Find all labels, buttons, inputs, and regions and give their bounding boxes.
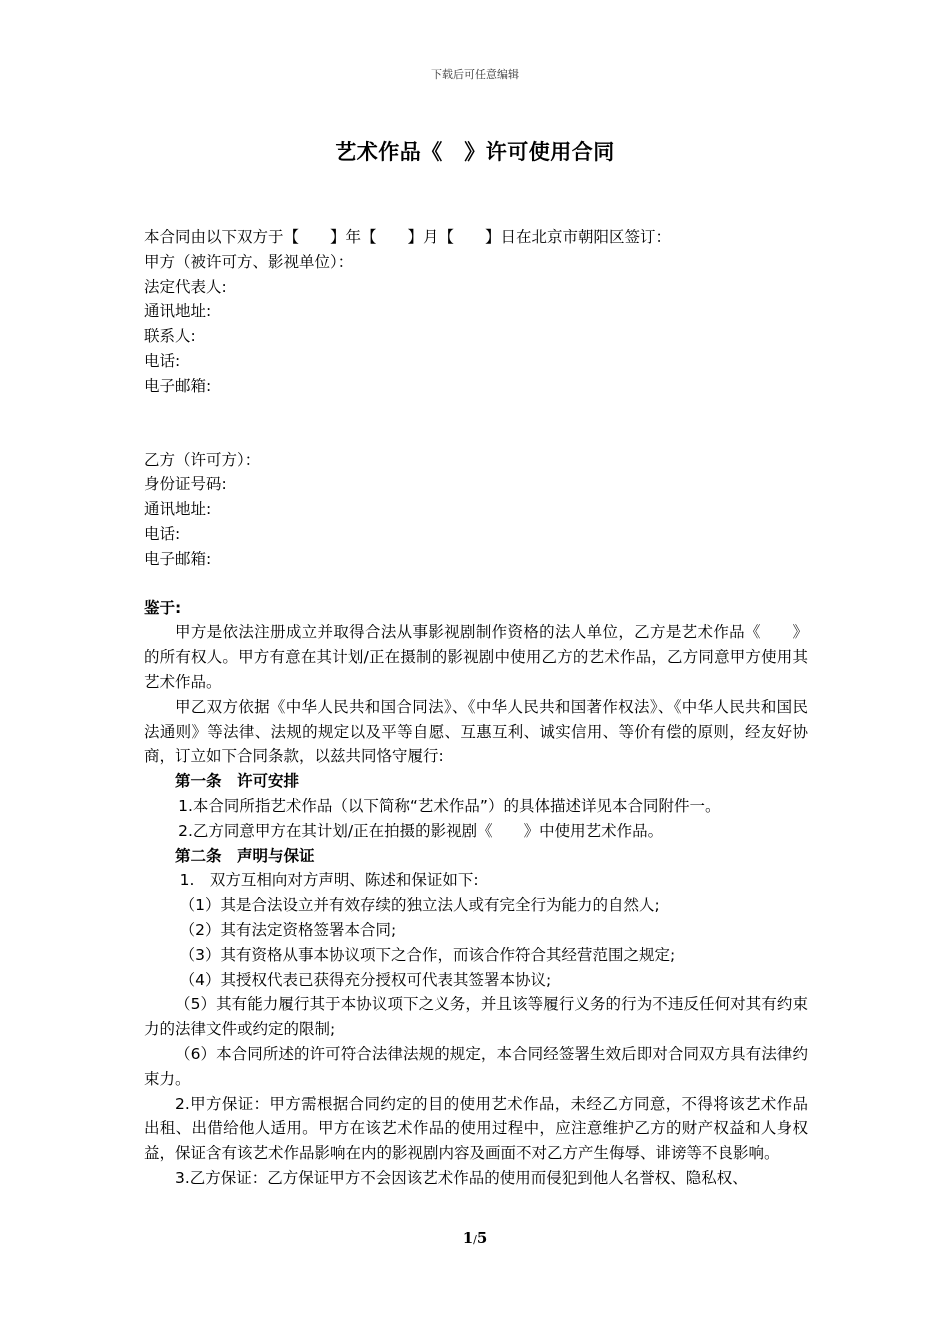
article-2-sub-5: （5）其有能力履行其于本协议项下之义务，并且该等履行义务的行为不违反任何对其有约束力的法律文件或约定的限制; [144, 995, 808, 1039]
page-total: 5 [476, 1229, 488, 1247]
party-a-legal-rep: 法定代表人: [144, 277, 227, 296]
article-2-sub-3: （3）其有资格从事本协议项下之合作，而该合作符合其经营范围之规定; [179, 945, 676, 964]
page-current: 1 [462, 1229, 474, 1247]
party-b-id-number: 身份证号码: [144, 475, 227, 494]
intro-line: 本合同由以下双方于【 】年【 】月【 】日在北京市朝阳区签订： [144, 228, 672, 246]
article-2-sub-4: （4）其授权代表已获得充分授权可代表其签署本协议; [179, 970, 552, 989]
header-note: 下载后可任意编辑 [431, 68, 519, 81]
party-b-email: 电子邮箱: [144, 549, 212, 568]
contract-body [144, 225, 808, 1191]
article-2-sub-6: （6）本合同所述的许可符合法律法规的规定，本合同经签署生效后即对合同双方具有法律约束力。 [144, 1044, 808, 1088]
party-a-label: 甲方（被许可方、影视单位）： [144, 252, 354, 271]
article-1-item-1: 1.本合同所指艺术作品（以下简称“艺术作品”）的具体描述详见本合同附件一。 [178, 796, 721, 815]
article-2-item-3: 3.乙方保证：乙方保证甲方不会因该艺术作品的使用而侵犯到他人名誉权、隐私权、 [175, 1168, 748, 1187]
party-b-block [144, 448, 808, 572]
article-2-sub-1: （1）其是合法设立并有效存续的独立法人或有完全行为能力的自然人; [179, 896, 660, 915]
article-2-sub-2: （2）其有法定资格签署本合同; [179, 920, 397, 939]
page-separator: / [473, 1233, 477, 1246]
article-2-item-1: 1. 双方互相向对方声明、陈述和保证如下: [179, 871, 479, 890]
party-a-block [144, 250, 808, 399]
party-b-address: 通讯地址: [144, 500, 212, 519]
whereas-paragraph-2: 甲乙双方依据《中华人民共和国合同法》、《中华人民共和国著作权法》、《中华人民共和国民法通则》等法律、法规的规定以及平等自愿、互惠互利、诚实信用、等价有偿的原则，经友好协商，订立如下合同条款，以兹共同恪守履行: [144, 697, 808, 766]
party-b-label: 乙方（许可方）： [144, 450, 261, 469]
page-number [0, 1229, 950, 1247]
whereas-label: 鉴于: [144, 598, 182, 617]
spacer [144, 572, 808, 596]
whereas-paragraph-1: 甲方是依法注册成立并取得合法从事影视剧制作资格的法人单位，乙方是艺术作品《 》的所有权人。甲方有意在其计划/正在摄制的影视剧中使用乙方的艺术作品，乙方同意甲方使用其艺术作品。 [144, 623, 808, 691]
document-title: 艺术作品《 》许可使用合同 [335, 140, 615, 164]
party-a-phone: 电话: [144, 351, 181, 370]
article-2-item-2: 2.甲方保证：甲方需根据合同约定的目的使用艺术作品，未经乙方同意，不得将该艺术作品出租、出借给他人适用。甲方在该艺术作品的使用过程中，应注意维护乙方的财产权益和人身权益，保证含有该艺术作品影响在内的影视剧内容及画面不对乙方产生侮辱、诽谤等不良影响。 [144, 1094, 808, 1163]
article-1-item-2: 2.乙方同意甲方在其计划/正在拍摄的影视剧《 》中使用艺术作品。 [178, 821, 664, 840]
party-a-contact: 联系人: [144, 327, 196, 346]
party-a-email: 电子邮箱: [144, 376, 212, 395]
party-b-phone: 电话: [144, 524, 181, 543]
article-2-heading: 第二条 声明与保证 [175, 846, 315, 865]
article-1-heading: 第一条 许可安排 [175, 772, 300, 791]
spacer [144, 399, 808, 448]
party-a-address: 通讯地址: [144, 302, 212, 321]
